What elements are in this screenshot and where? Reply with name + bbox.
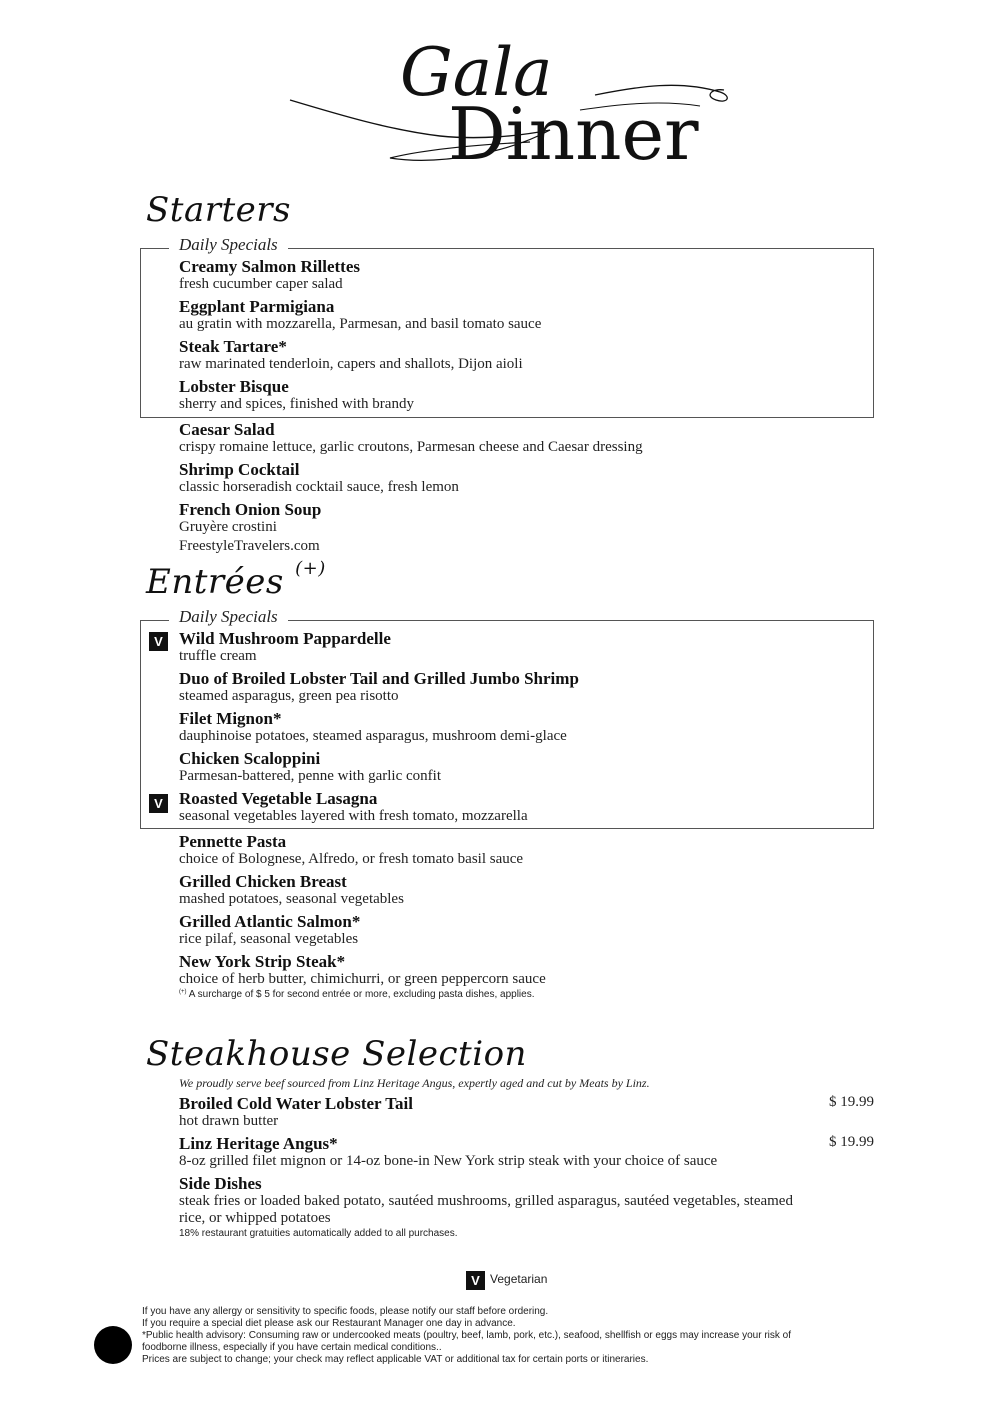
starter-special-item	[179, 297, 541, 333]
item-name: French Onion Soup	[179, 500, 322, 519]
item-desc: steak fries or loaded baked potato, sautéed mushrooms, grilled asparagus, sautéed vegetables, steamed rice, or whipped potatoes	[179, 1193, 793, 1226]
item-desc: mashed potatoes, seasonal vegetables	[179, 891, 404, 907]
item-name: New York Strip Steak*	[179, 952, 346, 971]
item-name: Steak Tartare*	[179, 337, 287, 356]
footer-line: Prices are subject to change; your check may reflect applicable VAT or additional tax for certain ports or itineraries.	[142, 1354, 649, 1365]
item-name: Roasted Vegetable Lasagna	[179, 789, 378, 808]
item-name: Pennette Pasta	[179, 832, 287, 851]
footer-notes	[142, 1306, 822, 1366]
footer-line: If you require a special diet please ask our Restaurant Manager one day in advance.	[142, 1318, 516, 1329]
item-name: Side Dishes	[179, 1174, 262, 1193]
entree-item	[179, 872, 404, 908]
entrees-title-mark: (+)	[295, 558, 326, 579]
starter-special-item	[179, 377, 414, 413]
starters-specials-label: Daily Specials	[169, 235, 288, 255]
entree-item	[179, 952, 546, 988]
vegetarian-badge: V	[149, 794, 168, 813]
starters-title: Starters	[146, 190, 291, 230]
item-desc: rice pilaf, seasonal vegetables	[179, 931, 359, 947]
item-name: Linz Heritage Angus*	[179, 1134, 338, 1153]
steakhouse-item	[179, 1174, 799, 1227]
entree-item	[179, 912, 360, 948]
steakhouse-title: Steakhouse Selection	[146, 1034, 527, 1074]
item-name: Caesar Salad	[179, 420, 275, 439]
item-desc: fresh cucumber caper salad	[179, 276, 343, 292]
starter-item	[179, 500, 321, 536]
item-price: $ 19.99	[829, 1134, 874, 1150]
surcharge-mark: (+)	[179, 989, 187, 995]
item-desc: choice of Bolognese, Alfredo, or fresh tomato basil sauce	[179, 851, 524, 867]
item-desc: Gruyère crostini	[179, 519, 277, 535]
steakhouse-intro: We proudly serve beef sourced from Linz Heritage Angus, expertly aged and cut by Meats by Linz.	[179, 1076, 650, 1090]
entree-special-item	[179, 749, 441, 785]
title-gala: Gala	[400, 34, 553, 111]
item-name: Chicken Scaloppini	[179, 749, 321, 768]
item-desc: truffle cream	[179, 648, 257, 664]
item-desc: hot drawn butter	[179, 1113, 279, 1129]
item-desc: classic horseradish cocktail sauce, fresh lemon	[179, 479, 459, 495]
footer-line: If you have any allergy or sensitivity to specific foods, please notify our staff before ordering.	[142, 1306, 549, 1317]
entrees-title	[146, 558, 326, 602]
source-watermark: FreestyleTravelers.com	[179, 538, 320, 554]
entree-special-item	[179, 629, 391, 665]
item-name: Creamy Salmon Rillettes	[179, 257, 360, 276]
starter-special-item	[179, 337, 523, 373]
entree-special-item	[179, 669, 579, 705]
vegetarian-badge: V	[149, 632, 168, 651]
surcharge-text: A surcharge of $ 5 for second entrée or more, excluding pasta dishes, applies.	[188, 989, 535, 1000]
starter-item	[179, 420, 643, 456]
gratuity-note: 18% restaurant gratuities automatically added to all purchases.	[179, 1228, 458, 1239]
item-desc: steamed asparagus, green pea risotto	[179, 688, 399, 704]
starter-item	[179, 460, 459, 496]
item-desc: Parmesan-battered, penne with garlic confit	[179, 768, 441, 784]
item-desc: 8-oz grilled filet mignon or 14-oz bone-in New York strip steak with your choice of sauce	[179, 1153, 718, 1169]
legend-vegetarian-label: Vegetarian	[490, 1272, 548, 1286]
item-name: Grilled Chicken Breast	[179, 872, 347, 891]
item-price: $ 19.99	[829, 1094, 874, 1110]
surcharge-note	[179, 989, 535, 1000]
title-dinner: Dinner	[448, 92, 699, 176]
item-name: Broiled Cold Water Lobster Tail	[179, 1094, 413, 1113]
entree-special-item	[179, 709, 567, 745]
legend-vegetarian-badge: V	[466, 1271, 485, 1290]
item-name: Wild Mushroom Pappardelle	[179, 629, 391, 648]
entree-special-item	[179, 789, 528, 825]
starter-special-item	[179, 257, 360, 293]
footer-circle-icon	[94, 1326, 132, 1364]
item-name: Lobster Bisque	[179, 377, 289, 396]
item-name: Shrimp Cocktail	[179, 460, 300, 479]
item-name: Duo of Broiled Lobster Tail and Grilled Jumbo Shrimp	[179, 669, 579, 688]
item-name: Eggplant Parmigiana	[179, 297, 335, 316]
item-desc: dauphinoise potatoes, steamed asparagus, mushroom demi-glace	[179, 728, 567, 744]
item-name: Filet Mignon*	[179, 709, 282, 728]
footer-line: *Public health advisory: Consuming raw or undercooked meats (poultry, beef, lamb, pork, etc.), seafood, shellfish or eggs may increase your risk of foodborne illness, especially if you have certain medical conditions..	[142, 1330, 792, 1353]
entrees-title-text: Entrées	[146, 562, 284, 602]
entree-item	[179, 832, 523, 868]
steakhouse-item	[179, 1134, 717, 1170]
entrees-specials-label: Daily Specials	[169, 607, 288, 627]
item-desc: sherry and spices, finished with brandy	[179, 396, 414, 412]
item-desc: au gratin with mozzarella, Parmesan, and basil tomato sauce	[179, 316, 542, 332]
item-desc: crispy romaine lettuce, garlic croutons, Parmesan cheese and Caesar dressing	[179, 439, 643, 455]
item-name: Grilled Atlantic Salmon*	[179, 912, 361, 931]
item-desc: raw marinated tenderloin, capers and shallots, Dijon aioli	[179, 356, 523, 372]
item-desc: choice of herb butter, chimichurri, or green peppercorn sauce	[179, 971, 546, 987]
steakhouse-item	[179, 1094, 413, 1130]
item-desc: seasonal vegetables layered with fresh tomato, mozzarella	[179, 808, 528, 824]
